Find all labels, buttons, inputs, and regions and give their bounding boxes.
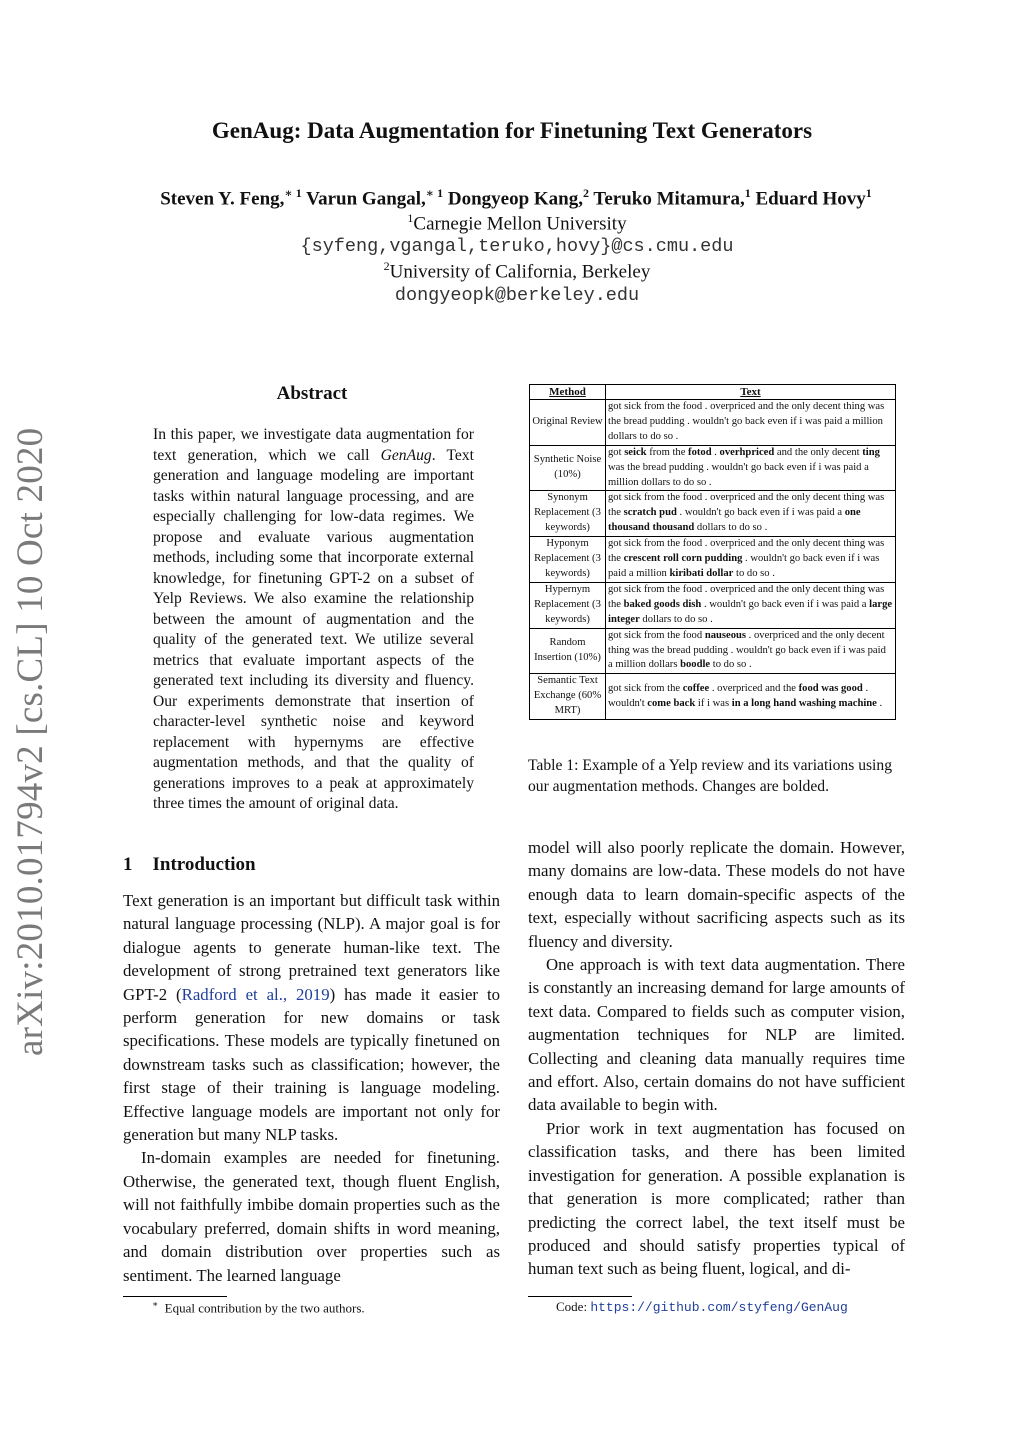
changed-text: ting [862, 446, 880, 458]
paragraph: In-domain examples are needed for finetuning. Otherwise, the generated text, though fluent English, will not faithfully imbibe domain properties such as the vocabulary preferred, domain shifts in word meaning, and domain distribution over properties such as sentiment. The learned language [123, 1148, 500, 1285]
column-header-method: Method [530, 385, 606, 400]
author-affiliation-mark: ∗ 1 [425, 186, 444, 200]
author-affiliation-mark: 1 [865, 186, 872, 200]
table-row [530, 628, 896, 674]
affiliation-berkeley [0, 259, 1024, 283]
table-row [530, 491, 896, 537]
author-name: Dongyeop Kang, [447, 188, 583, 210]
table-body [530, 400, 896, 720]
paper-title: GenAug: Data Augmentation for Finetuning Text Generators [211, 118, 813, 143]
review-text: was the bread pudding . wouldn't go back even if i was paid a million dollars to do so . [608, 461, 869, 488]
changed-text: baked goods dish [623, 598, 702, 610]
email-berkeley[interactable]: dongyeopk@berkeley.edu [394, 285, 640, 306]
review-text: dollars to do so . [694, 522, 768, 534]
affiliation-cmu [0, 211, 1024, 235]
table-row [530, 445, 896, 491]
left-column-text [123, 889, 500, 1287]
email-cmu[interactable]: {syfeng,vgangal,teruko,hovy}@cs.cmu.edu [300, 236, 734, 257]
method-cell: Semantic Text Exchange (60% MRT) [530, 674, 606, 720]
author-affiliation-mark: ∗ 1 [284, 186, 302, 200]
changed-text: nauseous [704, 629, 747, 641]
author-name: Eduard Hovy [755, 188, 866, 210]
paragraph-text: Text generation is an important but difficult task within natural language processing (NLP). A major goal is for dialogue agents to generate human-like text. The development of strong pretrained text generators like GPT-2 ( [123, 891, 500, 1004]
review-text: if i was [695, 697, 732, 709]
method-cell: Random Insertion (10%) [530, 628, 606, 674]
review-text: . [876, 697, 883, 709]
changed-text: large integer [608, 598, 893, 625]
review-text: got sick from the food . overpriced and the only decent thing was the [608, 538, 885, 565]
review-text: . overpriced and the [709, 682, 799, 694]
author-name: Varun Gangal, [306, 188, 426, 210]
changed-text: coffee [682, 682, 710, 694]
table-caption: Table 1: Example of a Yelp review and its variations using our augmentation methods. Changes are bolded. [528, 757, 892, 795]
right-column-text [528, 836, 905, 1281]
author-name: Teruko Mitamura, [593, 188, 745, 210]
changed-text: kiribati dollar [669, 567, 734, 579]
abstract-emphasis: GenAug [380, 446, 432, 464]
changed-text: fotod [688, 446, 712, 458]
text-cell [606, 582, 896, 628]
affiliation-mark: 1 [407, 211, 414, 225]
paragraph: One approach is with text data augmentation. There is constantly an increasing demand for large amounts of text data. Compared to fields such as computer vision, augmentation techniques for NLP are limited. Collecting and cleaning data manually requires time and effort. Also, certain domains do not have sufficient data available to begin with. [528, 955, 905, 1115]
method-cell: Hypernym Replacement (3 keywords) [530, 582, 606, 628]
paragraph: model will also poorly replicate the domain. However, many domains are low-data. These models do not have enough data to learn domain-specific aspects of the text, especially without sacrificing aspects such as its fluency and diversity. [528, 838, 905, 951]
method-cell: Synonym Replacement (3 keywords) [530, 491, 606, 537]
changed-text: in a long hand washing machine [731, 697, 877, 709]
review-text: from the [646, 446, 689, 458]
section-title: Introduction [152, 854, 256, 875]
review-text: dollars to do so . [639, 613, 713, 625]
changed-text: one thousand thousand [608, 507, 861, 534]
review-text: and the only decent [774, 446, 863, 458]
footnote-mark: ∗ [152, 1299, 159, 1309]
citation-link[interactable]: Radford et al., 2019 [181, 984, 330, 1004]
text-cell [606, 674, 896, 720]
footnote-equal-contribution [152, 1299, 365, 1316]
augmentation-example-table [529, 384, 896, 720]
affiliation-mark: 2 [383, 259, 390, 273]
review-text: got sick from the food . overpriced and the only decent thing was the [608, 492, 885, 519]
footnote-divider [528, 1296, 632, 1297]
abstract-body [153, 425, 474, 815]
code-url-link[interactable]: https://github.com/styfeng/GenAug [590, 1300, 848, 1315]
changed-text: food was good [798, 682, 863, 694]
table-row [530, 400, 896, 446]
paragraph [123, 889, 500, 1146]
review-text: . wouldn't go back even if i was paid a [676, 507, 845, 519]
column-header-text: Text [606, 385, 896, 400]
method-cell: Synthetic Noise (10%) [530, 445, 606, 491]
review-text: got sick from the [608, 682, 683, 694]
review-text: to do so . [710, 659, 752, 671]
footnote-text: Equal contribution by the two authors. [164, 1300, 365, 1316]
changed-text: overhpriced [719, 446, 775, 458]
author-affiliation-mark: 2 [582, 186, 589, 200]
arxiv-identifier: arXiv:2010.01794v2 [cs.CL] 10 Oct 2020 [10, 427, 51, 1056]
changed-text: scratch pud [623, 507, 677, 519]
affiliation-name: Carnegie Mellon University [413, 213, 627, 235]
changed-text: come back [647, 697, 696, 709]
changed-text: boodle [680, 659, 711, 671]
footnote-code [556, 1299, 848, 1315]
changed-text: crescent roll corn pudding [623, 553, 743, 565]
table-header-row [530, 385, 896, 400]
review-text: . wouldn't go back even if i was paid a [701, 598, 870, 610]
affiliation-name: University of California, Berkeley [389, 261, 651, 283]
review-text: . wouldn't [608, 682, 869, 709]
review-text: . wouldn't go back even if i was paid a million [608, 553, 880, 579]
review-text: got sick from the food . overpriced and the only decent thing was the [608, 583, 885, 610]
abstract-heading: Abstract [276, 383, 348, 404]
paragraph: Prior work in text augmentation has focused on classification tasks, and there has been limited investigation for generation. A possible explanation is that generation is more complicated; rather than predicting the correct label, the text itself must be produced and should satisfy properties typical of human text such as being fluent, logical, and di- [528, 1118, 905, 1279]
method-cell: Hyponym Replacement (3 keywords) [530, 537, 606, 583]
abstract-text: . Text generation and language modeling are important tasks within natural language processing, and are especially challenging for low-data regimes. We propose and evaluate various augmentation methods, including some that incorporate external knowledge, for finetuning GPT-2 on a subset of Yelp Reviews. We also examine the relationship between the amount of augmentation and the quality of the generated text. We utilize several metrics that evaluate important aspects of the generated text including its diversity and fluency. Our experiments demonstrate that insertion of character-level synthetic noise and keyword replacement with hypernyms are effective augmentation methods, and that the quality of generations improves to a peak at approximately three times the amount of original data. [153, 446, 474, 812]
text-cell [606, 445, 896, 491]
review-text: to do so . [733, 567, 775, 579]
abstract-text: In this paper, we investigate data augmentation for text generation, which we call [153, 426, 474, 464]
table-row [530, 582, 896, 628]
method-cell: Original Review [530, 400, 606, 446]
review-text: . [711, 446, 720, 458]
review-text: got [608, 446, 625, 458]
author-affiliation-mark: 1 [744, 186, 751, 200]
paragraph-text: ) has made it easier to perform generation for new domains or task specifications. These models are typically finetuned on downstream tasks such as classification; however, the first stage of their training is language modeling. Effective language models are important not only for generation but many NLP tasks. [123, 984, 500, 1145]
review-text: got sick from the food [608, 629, 705, 641]
section-heading-introduction [123, 854, 256, 876]
review-text: got sick from the food . overpriced and the only decent thing was the bread pudding . wouldn't go back even if i was paid a million dollars to do so . [608, 401, 885, 442]
text-cell [606, 628, 896, 674]
changed-text: seick [624, 446, 647, 458]
footnote-divider [123, 1296, 227, 1297]
section-number: 1 [123, 854, 133, 875]
author-name: Steven Y. Feng, [160, 188, 285, 210]
text-cell [606, 537, 896, 583]
review-text: . overpriced and the only decent thing was the bread pudding . wouldn't go back even if i was paid a million dollars [608, 629, 886, 671]
table-row [530, 674, 896, 720]
footnote-label: Code: [556, 1299, 591, 1314]
text-cell [606, 400, 896, 446]
author-list [0, 186, 1024, 210]
table-row [530, 537, 896, 583]
text-cell [606, 491, 896, 537]
